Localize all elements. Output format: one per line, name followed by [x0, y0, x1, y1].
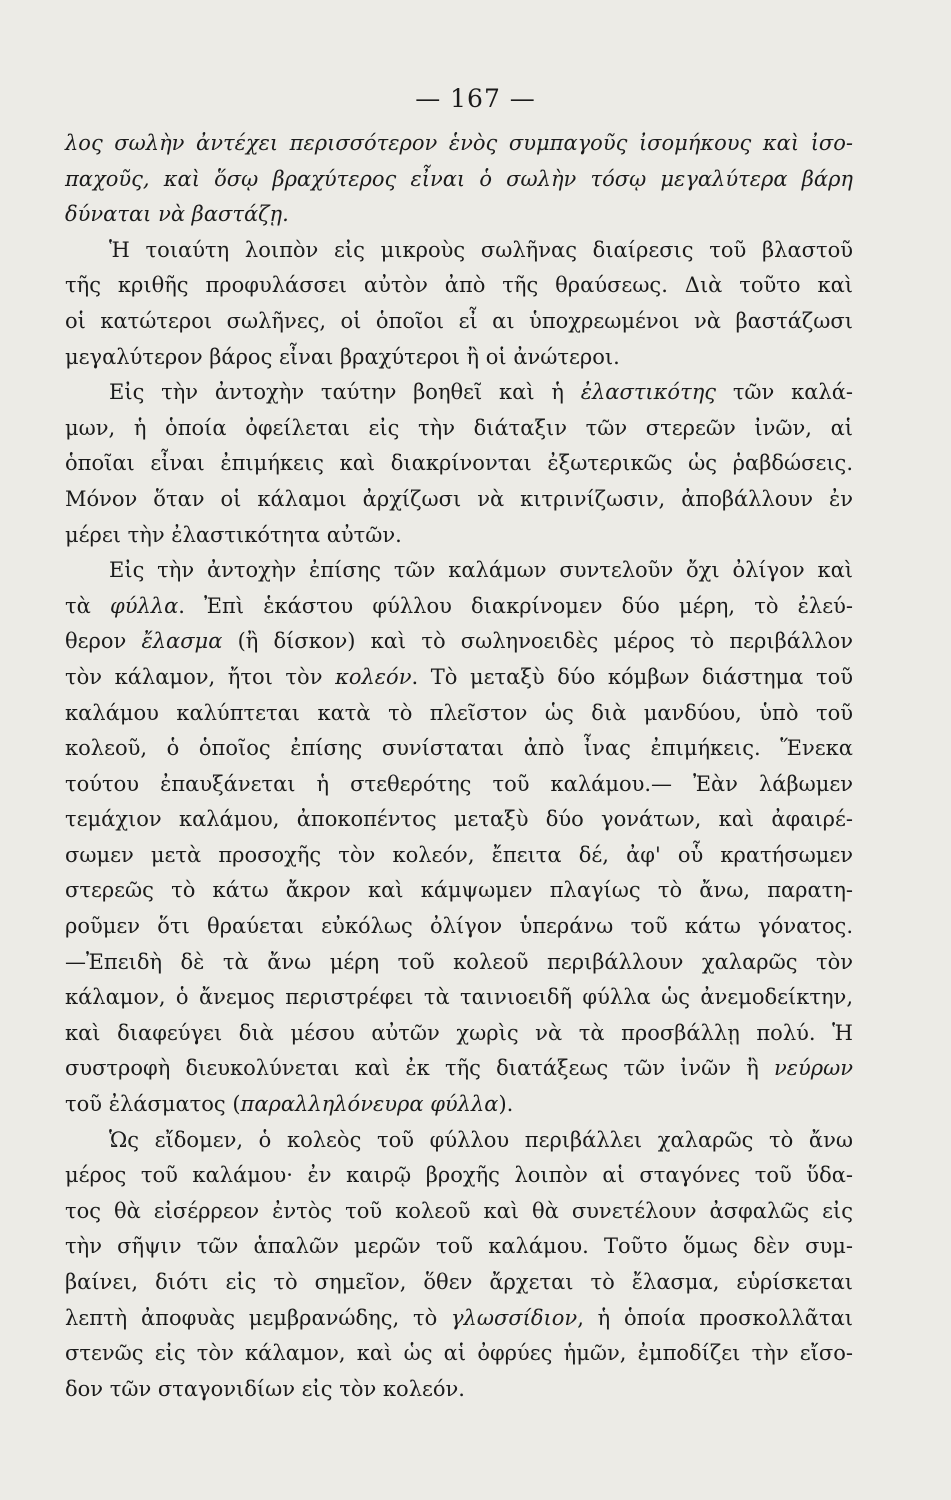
text-line: [65, 518, 853, 554]
text-segment: τῶν καλά-: [716, 380, 853, 405]
text-segment: στενῶς εἰς τὸν κάλαμον, καὶ ὡς αἱ ὀφρύες ἡμῶν, ἐμποδίζει τὴν εἴσο-: [65, 1341, 853, 1366]
text-segment: καλάμου καλύπτεται κατὰ τὸ πλεῖστον ὡς διὰ μανδύου, ὑπὸ τοῦ: [65, 700, 853, 725]
text-line: [65, 909, 853, 945]
text-line: [65, 1016, 853, 1052]
text-segment: βαίνει, διότι εἰς τὸ σημεῖον, ὅθεν ἄρχεται τὸ ἔλασμα, εὑρίσκεται: [65, 1270, 853, 1294]
text-segment: τὰ: [65, 593, 110, 618]
text-segment: τεμάχιον καλάμου, ἀποκοπέντος μεταξὺ δύο γονάτων, καὶ ἀφαιρέ-: [65, 807, 853, 832]
text-segment: —Ἐπειδὴ δὲ τὰ ἄνω μέρη τοῦ κολεοῦ περιβάλλουν χαλαρῶς τὸν: [65, 949, 853, 974]
italic-text-segment: λος σωλὴν ἀντέχει περισσότερον ἑνὸς συμπαγοῦς ἰσομήκους καὶ ἰσο-: [65, 131, 853, 155]
page-number: — 167 —: [415, 84, 536, 113]
text-segment: καὶ διαφεύγει διὰ μέσου αὐτῶν χωρὶς νὰ τὰ προσβάλλῃ πολύ. Ἡ: [65, 1020, 853, 1045]
italic-text-segment: ἐλαστικότης: [580, 380, 717, 405]
text-line: [65, 1372, 853, 1408]
text-line: [65, 1051, 853, 1087]
text-line: [65, 553, 853, 589]
text-segment: στερεῶς τὸ κάτω ἄκρον καὶ κάμψωμεν πλαγίως τὸ ἄνω, παρατη-: [65, 878, 853, 903]
text-segment: μων, ἡ ὁποία ὀφείλεται εἰς τὴν διάταξιν τῶν στερεῶν ἰνῶν, αἱ: [65, 415, 853, 440]
text-segment: τοῦ ἐλάσματος (: [65, 1092, 241, 1117]
italic-text-segment: κολεόν: [335, 664, 412, 689]
text-line: [65, 731, 853, 767]
text-segment: τὸν κάλαμον, ἤτοι τὸν: [65, 664, 336, 689]
text-line: [65, 1229, 853, 1265]
text-line: [65, 1158, 853, 1194]
text-segment: σωμεν μετὰ προσοχῆς τὸν κολεόν, ἔπειτα δέ, ἀφ' οὗ κρατήσωμεν: [65, 842, 853, 867]
text-line: [65, 802, 853, 838]
italic-text-segment: παχοῦς, καὶ ὅσῳ βραχύτερος εἶναι ὁ σωλὴν τόσῳ μεγαλύτερα βάρη: [65, 166, 853, 191]
text-line: [65, 980, 853, 1016]
text-line: [65, 482, 853, 518]
text-segment: μεγαλύτερον βάρος εἶναι βραχύτεροι ἢ οἱ ἀνώτεροι.: [65, 344, 620, 369]
text-segment: μέρος τοῦ καλάμου· ἐν καιρῷ βροχῆς λοιπὸν αἱ σταγόνες τοῦ ὕδα-: [65, 1163, 853, 1188]
italic-text-segment: δύναται νὰ βαστάζῃ.: [65, 202, 289, 227]
text-line: [65, 873, 853, 909]
text-line: [65, 624, 853, 660]
text-line: [65, 1336, 853, 1372]
text-segment: ὁποῖαι εἶναι ἐπιμήκεις καὶ διακρίνονται ἐξωτερικῶς ὡς ῥαβδώσεις.: [65, 451, 853, 476]
text-line: [65, 268, 853, 304]
text-segment: Ἡ τοιαύτη λοιπὸν εἰς μικροὺς σωλῆνας διαίρεσις τοῦ βλαστοῦ: [109, 237, 853, 262]
text-segment: θερον: [65, 629, 142, 654]
italic-text-segment: νεύρων: [773, 1056, 853, 1081]
text-line: [65, 197, 853, 233]
text-segment: λεπτὴ ἀποφυὰς μεμβρανώδης, τὸ: [65, 1305, 451, 1330]
text-line: [65, 696, 853, 732]
text-line: [65, 589, 853, 625]
text-segment: δον τῶν σταγονιδίων εἰς τὸν κολεόν.: [65, 1376, 465, 1401]
text-line: [65, 162, 853, 198]
text-line: [65, 1123, 853, 1159]
text-line: [65, 1194, 853, 1230]
text-line: [65, 945, 853, 981]
body-text: [65, 126, 853, 1407]
text-line: [65, 375, 853, 411]
text-segment: κάλαμον, ὁ ἄνεμος περιστρέφει τὰ ταινιοειδῆ φύλλα ὡς ἀνεμοδείκτην,: [65, 985, 853, 1010]
text-segment: Εἰς τὴν ἀντοχὴν ταύτην βοηθεῖ καὶ ἡ: [109, 380, 581, 405]
text-line: [65, 1265, 853, 1301]
text-segment: κολεοῦ, ὁ ὁποῖος ἐπίσης συνίσταται ἀπὸ ἶνας ἐπιμήκεις. Ἕνεκα: [65, 736, 853, 761]
italic-text-segment: ἔλασμα: [141, 629, 223, 654]
text-line: [65, 340, 853, 376]
text-segment: τῆς κριθῆς προφυλάσσει αὐτὸν ἀπὸ τῆς θραύσεως. Διὰ τοῦτο καὶ: [65, 273, 853, 298]
italic-text-segment: παραλληλόνευρα φύλλα: [240, 1092, 499, 1117]
text-line: [65, 660, 853, 696]
text-segment: οἱ κατώτεροι σωλῆνες, οἱ ὁποῖοι εἶ αι ὑποχρεωμένοι νὰ βαστάζωσι: [65, 308, 853, 333]
text-line: [65, 233, 853, 269]
text-line: [65, 1301, 853, 1337]
text-segment: Ὡς εἴδομεν, ὁ κολεὸς τοῦ φύλλου περιβάλλει χαλαρῶς τὸ ἄνω: [109, 1127, 853, 1152]
text-segment: Μόνον ὅταν οἱ κάλαμοι ἀρχίζωσι νὰ κιτρινίζωσιν, ἀποβάλλουν ἐν: [65, 486, 853, 511]
text-line: [65, 304, 853, 340]
text-line: [65, 838, 853, 874]
text-segment: . Ἐπὶ ἑκάστου φύλλου διακρίνομεν δύο μέρη, τὸ ἐλεύ-: [178, 593, 853, 618]
text-segment: ροῦμεν ὅτι θραύεται εὐκόλως ὀλίγον ὑπεράνω τοῦ κάτω γόνατος.: [65, 914, 853, 939]
text-segment: ).: [498, 1092, 514, 1117]
italic-text-segment: γλωσσίδιον: [451, 1305, 578, 1330]
text-segment: συστροφὴ διευκολύνεται καὶ ἐκ τῆς διατάξεως τῶν ἰνῶν ἢ: [65, 1056, 774, 1081]
text-segment: . Τὸ μεταξὺ δύο κόμβων διάστημα τοῦ: [411, 664, 853, 689]
text-segment: τούτου ἐπαυξάνεται ἡ στεθερότης τοῦ καλάμου.— Ἐὰν λάβωμεν: [65, 771, 853, 796]
text-segment: μέρει τὴν ἐλαστικότητα αὐτῶν.: [65, 522, 402, 547]
text-segment: (ἢ δίσκον) καὶ τὸ σωληνοειδὲς μέρος τὸ περιβάλλον: [222, 629, 853, 654]
text-line: [65, 446, 853, 482]
text-segment: Εἰς τὴν ἀντοχὴν ἐπίσης τῶν καλάμων συντελοῦν ὄχι ὀλίγον καὶ: [109, 558, 853, 583]
text-segment: τος θὰ εἰσέρρεον ἐντὸς τοῦ κολεοῦ καὶ θὰ συνετέλουν ἀσφαλῶς εἰς: [65, 1198, 853, 1223]
text-line: [65, 1087, 853, 1123]
text-line: [65, 411, 853, 447]
text-segment: , ἡ ὁποία προσκολλᾶται: [577, 1305, 854, 1330]
italic-text-segment: φύλλα: [109, 593, 179, 618]
text-line: [65, 126, 853, 162]
text-line: [65, 767, 853, 803]
text-segment: τὴν σῆψιν τῶν ἁπαλῶν μερῶν τοῦ καλάμου. Τοῦτο ὅμως δὲν συμ-: [65, 1234, 853, 1259]
